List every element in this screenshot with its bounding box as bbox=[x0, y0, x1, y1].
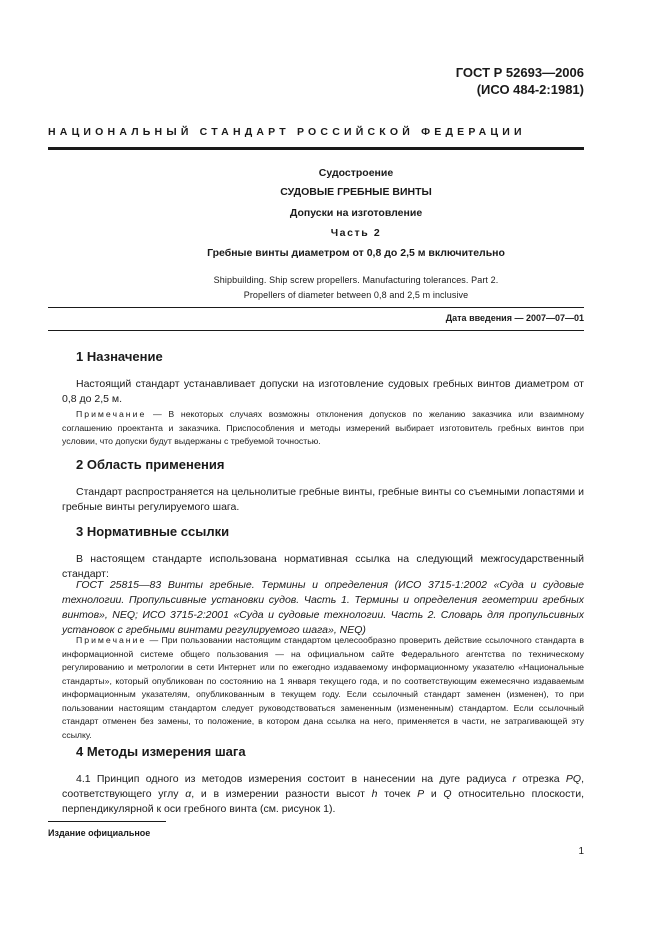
note-label: Примечание bbox=[76, 635, 147, 645]
section-2-heading: 2 Область применения bbox=[76, 457, 225, 472]
english-title bbox=[48, 273, 661, 303]
section-1-paragraph bbox=[62, 377, 584, 407]
section-1-note bbox=[62, 408, 584, 449]
title-line-1: Судостроение bbox=[318, 167, 394, 179]
standard-header bbox=[456, 64, 584, 98]
text-part: отрезка bbox=[516, 773, 566, 785]
english-title-line-1: Shipbuilding. Ship screw propellers. Manufacturing tolerances. Part 2. bbox=[213, 275, 499, 285]
title-line-5: Гребные винты диаметром от 0,8 до 2,5 м включительно bbox=[207, 247, 505, 259]
edition-label: Издание официальное bbox=[48, 828, 151, 838]
header-rule bbox=[48, 147, 584, 150]
page-number: 1 bbox=[578, 846, 584, 857]
iso-code: (ИСО 484-2:1981) bbox=[476, 82, 584, 97]
title-line-3: Допуски на изготовление bbox=[289, 207, 423, 219]
text-part: , и в измерении разности высот bbox=[191, 788, 372, 800]
var-p: P bbox=[417, 788, 425, 800]
section-3-text: В настоящем стандарте использована нормативная ссылка на следующий межгосударственный стандарт: bbox=[62, 553, 584, 580]
section-3-heading: 3 Нормативные ссылки bbox=[76, 524, 230, 539]
normative-reference bbox=[62, 578, 584, 638]
text-part: и bbox=[424, 788, 444, 800]
note-label: Примечание bbox=[76, 409, 147, 419]
title-rule bbox=[48, 307, 584, 308]
date-rule bbox=[48, 330, 584, 331]
text-part: относительно плоскости, перпендикулярной к оси гребного винта (см. рисунок 1). bbox=[62, 788, 584, 815]
national-banner: НАЦИОНАЛЬНЫЙ СТАНДАРТ РОССИЙСКОЙ ФЕДЕРАЦИИ bbox=[48, 126, 526, 138]
section-2-text: Стандарт распространяется на цельнолитые гребные винты, гребные винты со съемными лопастями и гребные винты регулируемого шага. bbox=[62, 486, 584, 513]
section-3-note bbox=[62, 634, 584, 742]
section-2-paragraph bbox=[62, 485, 584, 515]
text-part: , соответствующего углу bbox=[62, 773, 584, 800]
normative-reference-text: ГОСТ 25815—83 Винты гребные. Термины и определения (ИСО 3715-1:2002 «Суда и судовые технологии. Пропульсивные установки судов. Часть 1. Термины и определения геометрии гребных винтов», NEQ; ИСО 3715-2:2001 «Суда и судовые технологии. Часть 2. Словарь для пропульсивных установок с гребными винтами регулируемого шага», NEQ) bbox=[62, 579, 584, 636]
text-part: точек bbox=[377, 788, 418, 800]
var-pq: PQ bbox=[565, 773, 582, 785]
intro-date: Дата введения — 2007—07—01 bbox=[445, 313, 584, 323]
section-4-paragraph bbox=[62, 772, 584, 817]
clause-number: 4.1 bbox=[76, 773, 91, 785]
section-1-heading: 1 Назначение bbox=[76, 349, 163, 364]
title-line-2: СУДОВЫЕ ГРЕБНЫЕ ВИНТЫ bbox=[280, 186, 432, 198]
standard-code: ГОСТ Р 52693—2006 bbox=[455, 65, 584, 80]
english-title-line-2: Propellers of diameter between 0,8 and 2,5 m inclusive bbox=[243, 290, 469, 300]
text-part: Принцип одного из методов измерения состоит в нанесении на дуге радиуса bbox=[90, 773, 513, 785]
title-part: Часть 2 bbox=[330, 227, 382, 239]
var-h: h bbox=[371, 788, 378, 800]
section-1-note-text: — В некоторых случаях возможны отклонения допусков по желанию заказчика или взаимному соглашению проектанта и заказчика. Приспособления и методы измерений выбирает изготовитель гребных винтов при условии, что допуски будут выдержаны с требуемой точностью. bbox=[62, 409, 584, 446]
var-q: Q bbox=[443, 788, 452, 800]
section-4-heading: 4 Методы измерения шага bbox=[76, 744, 246, 759]
section-3-note-text: — При пользовании настоящим стандартом целесообразно проверить действие ссылочного стандарта в информационной системе общего пользования — на официальном сайте Федерального агентства по техническому регулированию и метрологии в сети Интернет или по ежегодно издаваемому информационному указателю «Национальные стандарты», который опубликован по состоянию на 1 января текущего года, и по соответствующим ежемесячно издаваемым информационным указателям, опубликованным в текущем году. Если ссылочный стандарт заменен (изменен), то при пользовании настоящим стандартом следует руководствоваться замененным (измененным) стандартом. Если ссылочный стандарт отменен без замены, то положение, в котором дана ссылка на него, применяется в части, не затрагивающей эту ссылку. bbox=[62, 635, 584, 740]
footer-rule bbox=[48, 821, 166, 822]
var-r: r bbox=[512, 773, 517, 785]
var-alpha: α bbox=[185, 788, 192, 800]
section-1-text: Настоящий стандарт устанавливает допуски на изготовление судовых гребных винтов диаметром от 0,8 до 2,5 м. bbox=[62, 378, 584, 405]
